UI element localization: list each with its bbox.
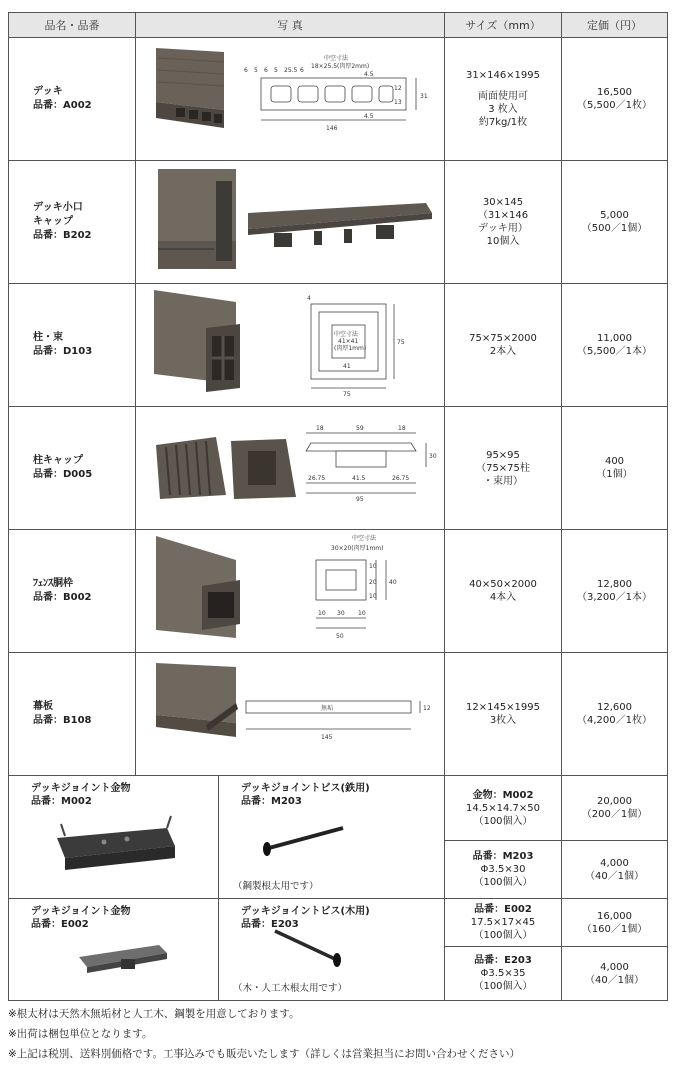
header-name: 品名・品番 xyxy=(9,13,136,38)
product-size-cell: 30×145 （31×146 デッキ用） 10個入 xyxy=(445,161,562,284)
fascia-board-illustration xyxy=(136,653,445,772)
product-price-cell: 11,000 （5,500／1本） xyxy=(562,284,668,407)
product-size-cell: 75×75×2000 2本入 xyxy=(445,284,562,407)
svg-text:40: 40 xyxy=(389,579,397,586)
fascia-board-cross-section-drawing xyxy=(246,701,431,741)
svg-text:10: 10 xyxy=(369,563,377,570)
deck-board-illustration xyxy=(136,38,445,157)
svg-text:75: 75 xyxy=(397,339,405,346)
joint-metal-illustration xyxy=(9,899,219,1003)
product-photo-cell xyxy=(136,161,445,284)
svg-text:50: 50 xyxy=(336,633,344,640)
svg-text:無垢: 無垢 xyxy=(321,705,334,712)
product-price-cell: 12,600 （4,200／1枚） xyxy=(562,653,668,776)
svg-text:25.5: 25.5 xyxy=(284,67,298,74)
joint-price-cell: 20,000 （200／1個） xyxy=(562,776,668,841)
product-name-cell: ﾌｪﾝｽ胴枠 品番：B002 xyxy=(9,530,136,653)
svg-text:20: 20 xyxy=(369,579,377,586)
post-photo xyxy=(154,290,240,392)
svg-text:30×20(肉厚1mm): 30×20(肉厚1mm) xyxy=(331,545,384,552)
product-size-cell: 31×146×1995 両面使用可 3 枚入 約7kg/1枚 xyxy=(445,38,562,161)
joint-price-cell: 16,000 （160／1個） xyxy=(562,899,668,947)
table-row xyxy=(9,284,668,407)
svg-text:18: 18 xyxy=(316,425,324,432)
fence-frame-cross-section-drawing xyxy=(316,534,397,640)
joint-size-cell: 品番：E002 17.5×17×45 （100個入） xyxy=(445,899,562,947)
table-row xyxy=(9,38,668,161)
header-size: サイズ（mm） xyxy=(445,13,562,38)
product-name-cell: 柱キャップ 品番：D005 xyxy=(9,407,136,530)
svg-text:145: 145 xyxy=(321,734,333,741)
svg-text:13: 13 xyxy=(394,99,402,106)
post-cap-side-drawing xyxy=(306,425,437,503)
product-name-cell: デッキ 品番：A002 xyxy=(9,38,136,161)
svg-text:中空寸法: 中空寸法 xyxy=(334,331,359,338)
joint-price-cell: 4,000 （40／1個） xyxy=(562,841,668,899)
svg-text:31: 31 xyxy=(420,93,428,100)
footnote: ※根太材は天然木無垢材と人工木、鋼製を用意しております。 xyxy=(8,1008,300,1020)
post-cap-illustration xyxy=(136,407,445,526)
end-cap-corner-photo xyxy=(158,169,236,269)
end-cap-part-photo xyxy=(248,203,432,247)
svg-text:30: 30 xyxy=(337,610,345,617)
svg-text:4.5: 4.5 xyxy=(364,113,374,120)
joint-screw-cell: デッキジョイントビス(木用) 品番：E203 （木・人工木根太用です） xyxy=(219,899,445,1001)
footnote: ※上記は税別、送料別価格です。工事込みでも販売いたします（詳しくは営業担当にお問い合わせください） xyxy=(8,1048,520,1060)
product-photo-cell xyxy=(136,653,445,776)
svg-text:10: 10 xyxy=(358,610,366,617)
table-row xyxy=(9,161,668,284)
svg-text:4.5: 4.5 xyxy=(364,71,374,78)
product-name-cell: 柱・束 品番：D103 xyxy=(9,284,136,407)
product-photo-cell xyxy=(136,407,445,530)
svg-text:41.5: 41.5 xyxy=(352,475,366,482)
product-catalog-table xyxy=(8,12,668,1001)
svg-text:4: 4 xyxy=(307,295,311,302)
joint-price-cell: 4,000 （40／1個） xyxy=(562,947,668,1001)
product-size-cell: 40×50×2000 4本入 xyxy=(445,530,562,653)
svg-text:6: 6 xyxy=(244,67,248,74)
fascia-board-photo xyxy=(156,663,238,737)
svg-text:中空寸法: 中空寸法 xyxy=(324,55,349,62)
table-row xyxy=(9,653,668,776)
svg-text:5: 5 xyxy=(274,67,278,74)
post-cross-section-drawing xyxy=(307,295,405,398)
product-price-cell: 16,500 （5,500／1枚） xyxy=(562,38,668,161)
svg-text:10: 10 xyxy=(318,610,326,617)
joint-metal-illustration xyxy=(9,776,219,904)
footnote: ※出荷は梱包単位となります。 xyxy=(8,1028,153,1040)
svg-text:中空寸法: 中空寸法 xyxy=(352,535,377,542)
svg-text:26.75: 26.75 xyxy=(392,475,410,482)
svg-text:41: 41 xyxy=(343,363,351,370)
table-row xyxy=(9,899,668,947)
product-price-cell: 400 （1個） xyxy=(562,407,668,530)
deck-end-cap-illustration xyxy=(136,161,445,280)
product-photo-cell xyxy=(136,530,445,653)
svg-text:26.75: 26.75 xyxy=(308,475,326,482)
svg-text:12: 12 xyxy=(394,85,402,92)
svg-text:6: 6 xyxy=(264,67,268,74)
joint-size-cell: 品番：M203 Φ3.5×30 （100個入） xyxy=(445,841,562,899)
joint-metal-cell: デッキジョイント金物 品番：M002 xyxy=(9,776,219,899)
svg-text:(肉厚1mm): (肉厚1mm) xyxy=(334,345,367,352)
table-row xyxy=(9,776,668,841)
fence-frame-photo xyxy=(156,536,240,638)
svg-text:30: 30 xyxy=(429,453,437,460)
footnotes xyxy=(8,1004,520,1064)
product-name-cell: デッキ小口 キャップ 品番：B202 xyxy=(9,161,136,284)
product-price-cell: 12,800 （3,200／1本） xyxy=(562,530,668,653)
fence-frame-illustration xyxy=(136,530,445,649)
product-size-cell: 95×95 （75×75柱 ・束用） xyxy=(445,407,562,530)
svg-text:75: 75 xyxy=(343,391,351,398)
product-price-cell: 5,000 （500／1個） xyxy=(562,161,668,284)
table-row xyxy=(9,530,668,653)
table-row xyxy=(9,407,668,530)
joint-size-cell: 金物：M002 14.5×14.7×50 （100個入） xyxy=(445,776,562,841)
product-size-cell: 12×145×1995 3枚入 xyxy=(445,653,562,776)
table-header-row xyxy=(9,13,668,38)
svg-text:18: 18 xyxy=(398,425,406,432)
svg-text:6: 6 xyxy=(300,67,304,74)
svg-text:41×41: 41×41 xyxy=(338,338,359,345)
product-photo-cell xyxy=(136,284,445,407)
svg-text:146: 146 xyxy=(326,125,338,132)
header-price: 定価（円） xyxy=(562,13,668,38)
header-photo: 写 真 xyxy=(136,13,445,38)
svg-text:95: 95 xyxy=(356,496,364,503)
joint-screw-cell: デッキジョイントビス(鉄用) 品番：M203 （鋼製根太用です） xyxy=(219,776,445,899)
svg-text:5: 5 xyxy=(254,67,258,74)
product-photo-cell xyxy=(136,38,445,161)
svg-text:59: 59 xyxy=(356,425,364,432)
svg-text:12: 12 xyxy=(423,705,431,712)
deck-board-photo xyxy=(156,48,224,128)
post-illustration xyxy=(136,284,445,403)
svg-text:10: 10 xyxy=(369,593,377,600)
joint-metal-cell: デッキジョイント金物 品番：E002 xyxy=(9,899,219,1001)
deck-cross-section-drawing xyxy=(244,54,428,132)
product-name-cell: 幕板 品番：B108 xyxy=(9,653,136,776)
joint-size-cell: 品番：E203 Φ3.5×35 （100個入） xyxy=(445,947,562,1001)
post-cap-photo xyxy=(156,437,296,499)
svg-text:18×25.5(肉厚2mm): 18×25.5(肉厚2mm) xyxy=(311,63,370,70)
